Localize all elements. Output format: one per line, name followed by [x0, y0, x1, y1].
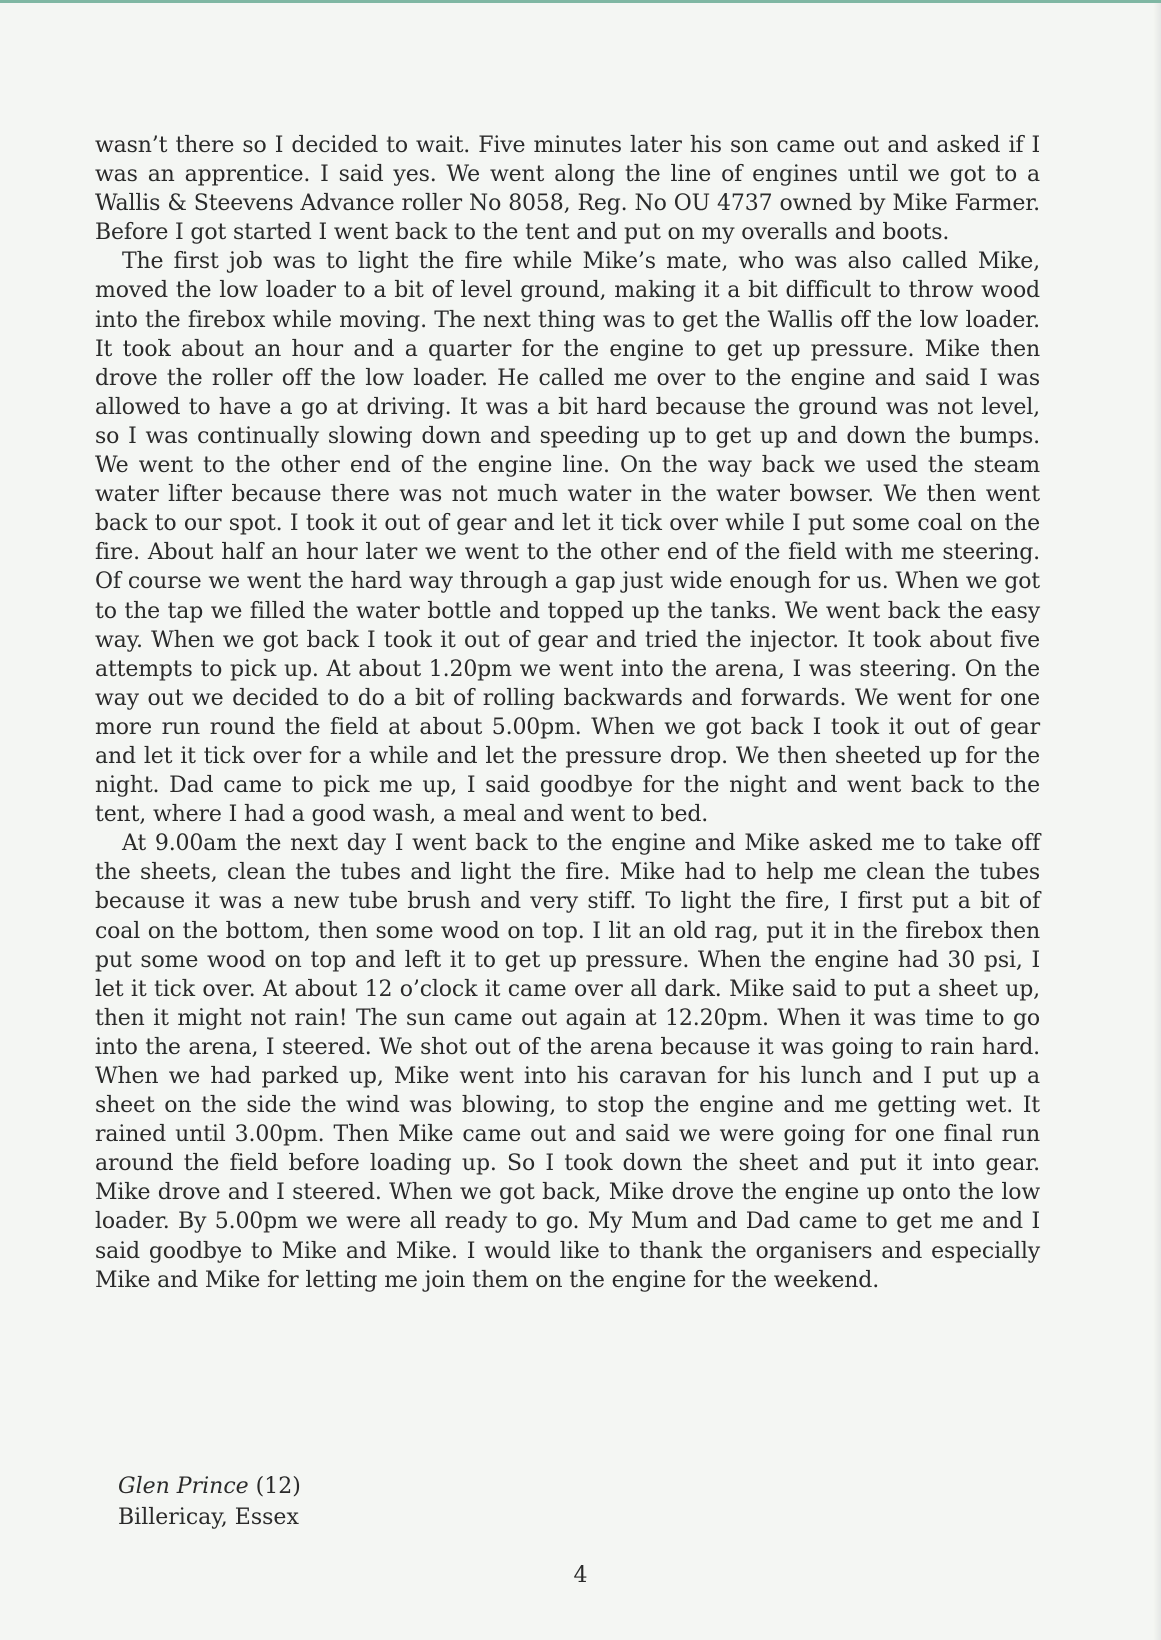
paragraph-continuation: wasn’t there so I decided to wait. Five minutes later his son came out and asked if I was an apprentice. I said yes. We went along the line of engines until we got to a Wallis & Steevens Advance roller No 8058, Reg. No OU 4737 owned by Mike Farmer. Before I got started I went back to the tent and put on my overalls and boots. — [95, 133, 1040, 246]
paragraph-second-day: At 9.00am the next day I went back to the engine and Mike asked me to take off the sheets, clean the tubes and light the fire. Mike had to help me clean the tubes because it was a new tube brush and very stiff. To light the fire, I first put a bit of coal on the bottom, then some wood on top. I lit an old rag, put it in the firebox then put some wood on top and left it to get up pressure. When the engine had 30 psi, I let it tick over. At about 12 o’clock it came over all dark. Mike said to put a sheet up, then it might not rain! The sun came out again at 12.20pm. When it was time to go into the arena, I steered. We shot out of the arena because it was going to rain hard. When we had parked up, Mike went into his caravan for his lunch and I put up a sheet on the side the wind was blowing, to stop the engine and me getting wet. It rained until 3.00pm. Then Mike came out and said we were going for one final run around the field before loading up. So I took down the sheet and put it into gear. Mike drove and I steered. When we got back, Mike drove the engine up onto the low loader. By 5.00pm we were all ready to go. My Mum and Dad came to get me and I said goodbye to Mike and Mike. I would like to thank the organisers and especially Mike and Mike for letting me join them on the engine for the weekend. — [95, 831, 1040, 1293]
author-age: (12) — [255, 1474, 301, 1499]
author-signature — [118, 1471, 301, 1533]
paragraph-first-day: The first job was to light the fire while Mike’s mate, who was also called Mike, moved the low loader to a bit of level ground, making it a bit difficult to throw wood into the firebox while moving. The next thing was to get the Wallis off the low loader. It took about an hour and a quarter for the engine to get up pressure. Mike then drove the roller off the low loader. He called me over to the engine and said I was allowed to have a go at driving. It was a bit hard because the ground was not level, so I was continually slowing down and speeding up to get up and down the bumps. We went to the other end of the engine line. On the way back we used the steam water lifter because there was not much water in the water bowser. We then went back to our spot. I took it out of gear and let it tick over while I put some coal on the fire. About half an hour later we went to the other end of the field with me steering. Of course we went the hard way through a gap just wide enough for us. When we got to the tap we filled the water bottle and topped up the tanks. We went back the easy way. When we got back I took it out of gear and tried the injector. It took about five attempts to pick up. At about 1.20pm we went into the arena, I was steering. On the way out we decided to do a bit of rolling backwards and forwards. We went for one more run round the field at about 5.00pm. When we got back I took it out of gear and let it tick over for a while and let the pressure drop. We then sheeted up for the night. Dad came to pick me up, I said goodbye for the night and went back to the tent, where I had a good wash, a meal and went to bed. — [95, 249, 1040, 828]
page-edge-shadow — [1153, 3, 1161, 1640]
author-line — [118, 1471, 301, 1502]
page-number: 4 — [573, 1563, 588, 1588]
author-name: Glen Prince — [118, 1474, 249, 1499]
author-location: Billericay, Essex — [118, 1505, 299, 1530]
article-body — [95, 131, 1040, 1295]
